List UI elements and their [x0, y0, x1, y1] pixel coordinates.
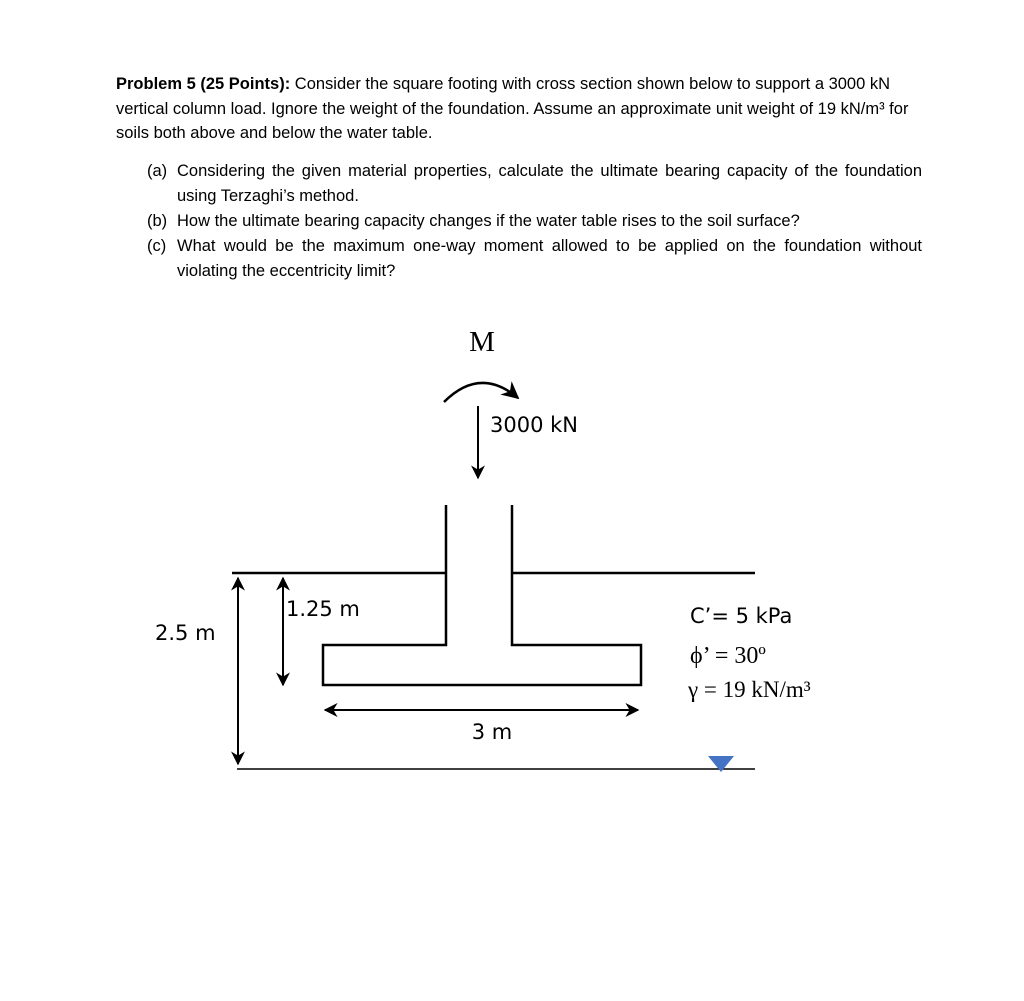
question-text: Considering the given material properties, calculate the ultimate bearing capacity of the foundation using Terzaghi’s method. — [177, 161, 922, 205]
question-letter: (c) — [147, 236, 167, 255]
question-text: What would be the maximum one-way moment allowed to be applied on the foundation without violating the eccentricity limit? — [177, 236, 922, 280]
friction-angle-label: ϕ’ = 30º — [690, 643, 766, 669]
load-label: 3000 kN — [490, 413, 578, 437]
depth-footing-label: 1.25 m — [286, 597, 360, 621]
question-letter: (a) — [147, 161, 168, 180]
problem-heading: Problem 5 (25 Points): — [116, 75, 291, 93]
depth-total-label: 2.5 m — [155, 621, 216, 645]
moment-arrow — [444, 383, 518, 402]
question-letter: (b) — [147, 211, 168, 230]
cohesion-label: C’= 5 kPa — [690, 604, 793, 628]
unit-weight-label: γ = 19 kN/m³ — [688, 677, 811, 702]
width-label: 3 m — [471, 720, 513, 744]
footing-outline — [323, 505, 641, 685]
moment-label: M — [469, 326, 495, 358]
problem-body: Consider the square footing with cross section shown below to support a 3000 kN vertical column load. Ignore the weight of the foundation. Assume an approximate unit weight of 19 kN/m³ for soils both above and below the water table. — [116, 75, 909, 142]
question-text: How the ultimate bearing capacity changes if the water table rises to the soil surface? — [177, 211, 800, 230]
